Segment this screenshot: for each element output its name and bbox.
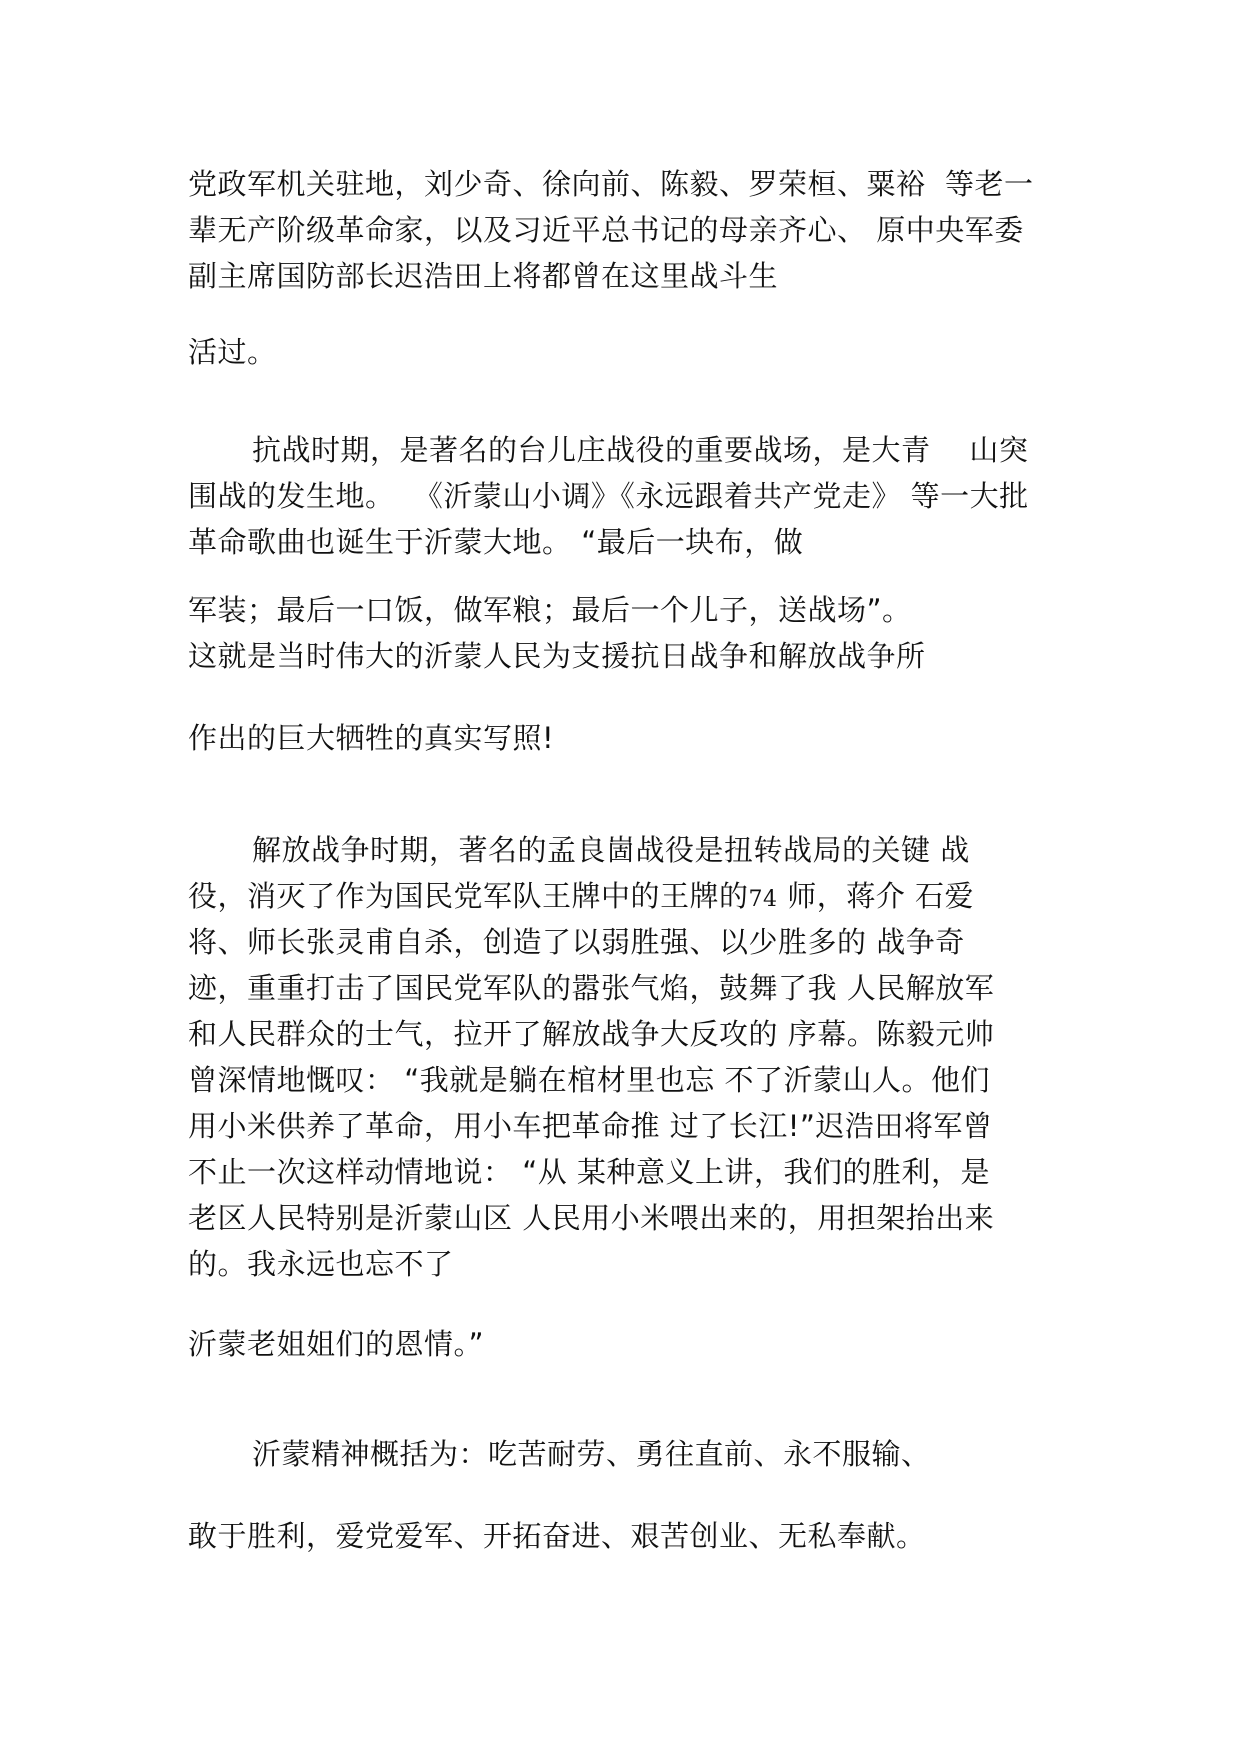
text-line: 迹，重重打击了国民党军队的嚣张气焰，鼓舞了我 人民解放军: [188, 971, 995, 1005]
text-line: 老区人民特别是沂蒙山区 人民用小米喂出来的，用担架抬出来: [188, 1201, 995, 1235]
text-line: 革命歌曲也诞生于沂蒙大地。 “最后一块布，做: [188, 525, 804, 559]
text-line: 曾深情地慨叹： “我就是躺在棺材里也忘 不了沂蒙山人。他们: [188, 1063, 990, 1097]
text-line: 沂蒙老姐姐们的恩情。”: [188, 1327, 485, 1361]
text-line: 作出的巨大牺牲的真实写照!: [188, 721, 555, 755]
text-line: 辈无产阶级革命家，以及习近平总书记的母亲齐心、 原中央军委: [188, 213, 1024, 247]
text-line: 的。我永远也忘不了: [188, 1247, 454, 1281]
text-line: 军装；最后一口饭，做军粮；最后一个儿子，送战场”。: [188, 593, 912, 627]
text-segment: 师，蒋介 石爱: [777, 879, 974, 913]
division-number: 74: [748, 887, 778, 912]
text-line: [188, 878, 974, 918]
text-line: 沂蒙精神概括为：吃苦耐劳、勇往直前、永不服输、: [252, 1437, 931, 1471]
text-line: 抗战时期，是著名的台儿庄战役的重要战场，是大青 山突: [252, 433, 1029, 467]
text-line: 将、师长张灵甫自杀，创造了以弱胜强、以少胜多的 战争奇: [188, 925, 965, 959]
text-line: 副主席国防部长迟浩田上将都曾在这里战斗生: [188, 259, 779, 293]
text-line: 用小米供养了革命，用小车把革命推 过了长江!”迟浩田将军曾: [188, 1109, 993, 1143]
text-line: 围战的发生地。 《沂蒙山小调》《永远跟着共产党走》 等一大批: [188, 479, 1029, 513]
text-line: 活过。: [188, 335, 277, 369]
text-line: 解放战争时期，著名的孟良崮战役是扭转战局的关键 战: [252, 833, 970, 867]
text-line: 和人民群众的士气，拉开了解放战争大反攻的 序幕。陈毅元帅: [188, 1017, 995, 1051]
text-line: 党政军机关驻地，刘少奇、徐向前、陈毅、罗荣桓、粟裕 等老一: [188, 167, 1034, 201]
text-segment: 役，消灭了作为国民党军队王牌中的王牌的: [188, 879, 749, 913]
text-line: 敢于胜利，爱党爱军、开拓奋进、艰苦创业、无私奉献。: [188, 1519, 926, 1553]
text-line: 这就是当时伟大的沂蒙人民为支援抗日战争和解放战争所: [188, 639, 926, 673]
text-line: 不止一次这样动情地说： “从 某种意义上讲，我们的胜利，是: [188, 1155, 990, 1189]
